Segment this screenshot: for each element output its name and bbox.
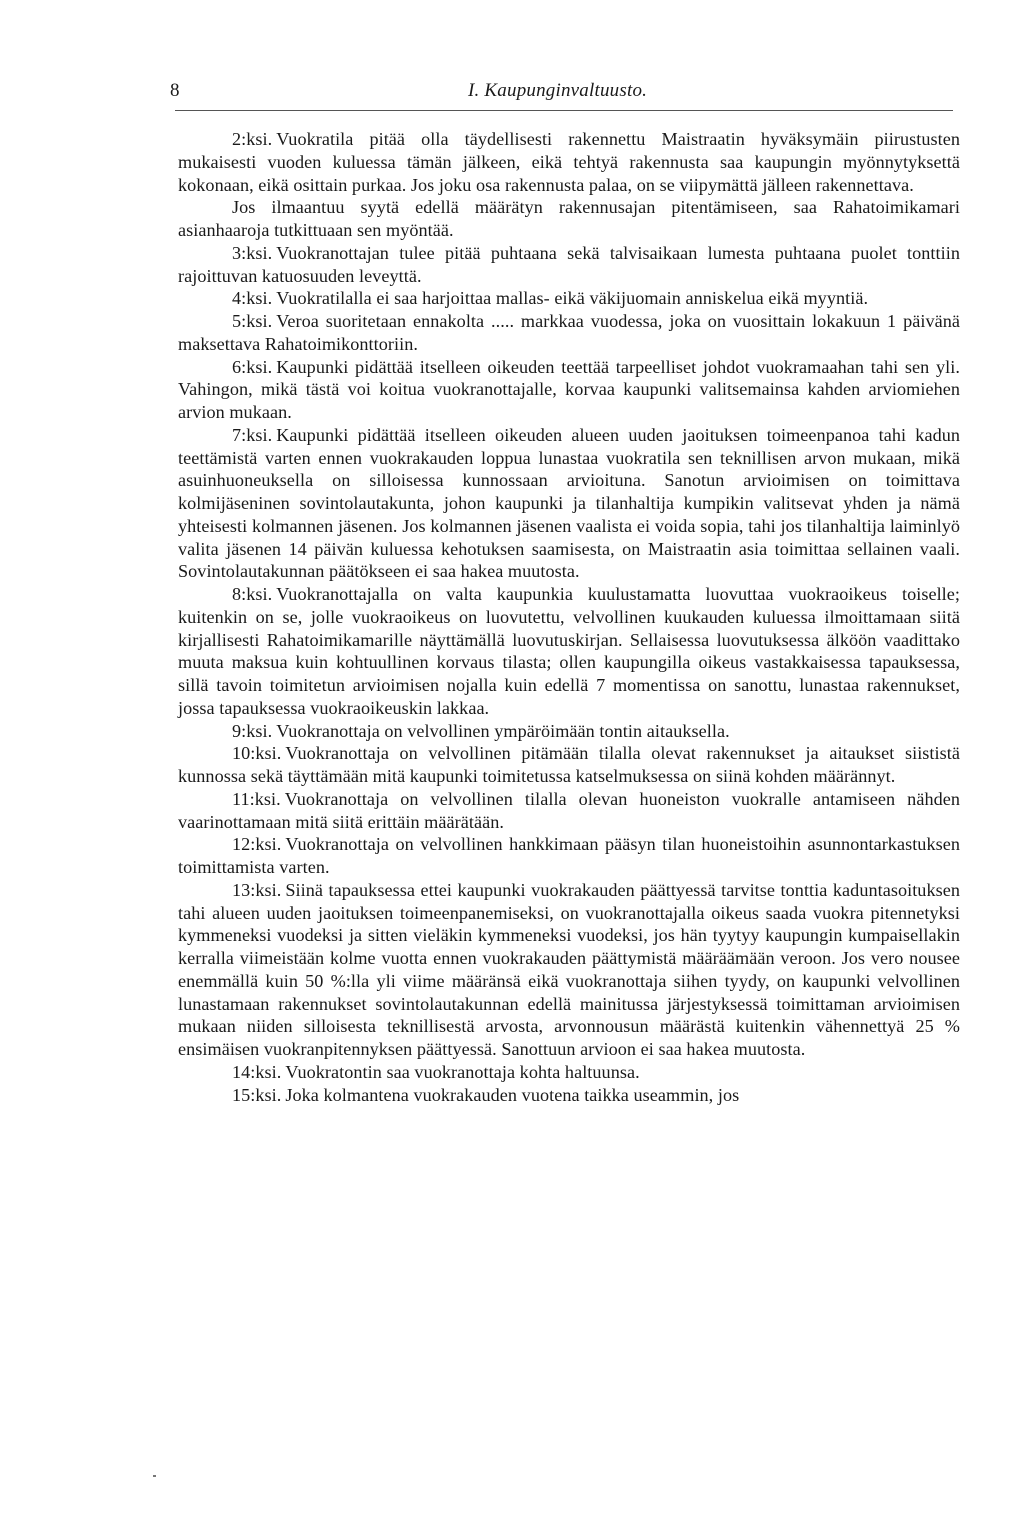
paragraph-5 (178, 310, 960, 356)
paragraph-4 (178, 287, 960, 310)
paragraph-text: Vuokranottaja on velvollinen pitämään tilalla olevat rakennukset ja aitaukset siististä kunnossa sekä täyttämään mitä kaupunki toimitetussa katselmuksessa on siinä kohden määrännyt. (178, 743, 960, 786)
header-divider (175, 110, 953, 111)
paragraph-text: Veroa suoritetaan ennakolta ..... markkaa vuodessa, joka on vuosittain lokakuun 1 päivänä maksettava Rahatoimikonttoriin. (178, 311, 960, 354)
section-label: 14:ksi. (232, 1061, 282, 1082)
section-label: 3:ksi. (232, 242, 273, 263)
section-label: 13:ksi. (232, 879, 282, 900)
paragraph-text: Vuokranottaja on velvollinen hankkimaan pääsyn tilan huoneistoihin asunnontarkastuksen toimittamista varten. (178, 834, 960, 877)
section-label: 2:ksi. (232, 129, 273, 149)
paragraph-2-continued (178, 196, 960, 242)
paragraph-text: Jos ilmaantuu syytä edellä määrätyn rakennusajan pitentämiseen, saa Rahatoimikamari asianhaaroja tutkittuaan sen myöntää. (178, 197, 960, 240)
section-label: 8:ksi. (232, 584, 273, 604)
paragraph-11 (178, 788, 960, 834)
page-header (170, 80, 955, 108)
paragraph-text: Vuokratilalla ei saa harjoittaa mallas- eikä väkijuomain anniskelua eikä myyntiä. (276, 288, 869, 309)
paragraph-14 (178, 1061, 960, 1084)
paragraph-13 (178, 879, 960, 1061)
paragraph-text: Vuokranottaja on velvollinen ympäröimään tontin aitauksella. (276, 720, 730, 741)
running-head: I. Kaupunginvaltuusto. (468, 80, 648, 101)
paragraph-8 (178, 583, 960, 720)
paragraph-text: Kaupunki pidättää itselleen oikeuden teettää tarpeelliset johdot vuokramaahan tahi sen yli. Vahingon, mikä tästä voi koitua vuokranottajalle, korvaa kaupunki valitsemainsa kahden arviomiehen arvion mukaan. (178, 356, 960, 422)
paragraph-text: Vuokranottaja on velvollinen tilalla olevan huoneiston vuokralle antamiseen nähden vaarinottamaan mitä siitä erittäin määrätään. (178, 788, 960, 832)
paragraph-text: Siinä tapauksessa ettei kaupunki vuokrakauden päättyessä tarvitse tonttia kaduntasoituksen tahi alueen uuden jaoituksen toimeenpanemiseksi, on vuokranottajalla oikeus saada vuokra pitennetyksi kymmeneksi vuodeksi ja sitten vieläkin kymmeneksi vuodeksi, jos hän tyytyy kaupungin kumpaisellakin kerralla viimeistään kolme vuotta ennen vuokrakauden päättymistä määräämään veroon. Jos vero nousee enemmällä kuin 50 %:lla yli viime määränsä eikä vuokranottaja siihen tyydy, on kaupunki velvollinen lunastamaan rakennukset sovintolautakunnan edellä mainitussa järjestyksessä toimittaman arvioimisen mukaan niiden silloisesta teknillisestä arvosta, arvonnousun määrästä kuitenkin vähennettyä 25 % ensimäisen vuokranpitennyksen päättyessä. Sanottuun arvioon ei saa hakea muutosta. (178, 879, 960, 1059)
section-label: 9:ksi. (232, 720, 273, 741)
section-label: 15:ksi. (232, 1084, 282, 1105)
section-label: 12:ksi. (232, 834, 282, 855)
section-label: 10:ksi. (232, 743, 282, 764)
paragraph-3 (178, 242, 960, 288)
paragraph-text: Joka kolmantena vuokrakauden vuotena taikka useammin, jos (285, 1084, 740, 1105)
paragraph-9 (178, 720, 960, 743)
section-label: 7:ksi. (232, 424, 273, 445)
paragraph-12 (178, 833, 960, 879)
section-label: 4:ksi. (232, 288, 273, 309)
paragraph-text: Vuokranottajalla on valta kaupunkia kuulustamatta luovuttaa vuokraoikeus toiselle; kuitenkin on se, jolle vuokraoikeus on luovutettu, velvollinen kuukauden kuluessa ilmoittamaan siitä kirjallisesti Rahatoimikamarille näyttämällä luovutuskirjan. Sellaisessa luovutuksessa älköön vaadittako muuta maksua kuin kohtuullinen korvaus tilasta; ollen kaupungilla oikeus vastakkaisessa tapauksessa, sillä tavoin toimitetun arvioimisen nojalla kuin edellä 7 momentissa on sanottu, lunastaa rakennukset, jossa tapauksessa vuokraoikeuskin lakkaa. (178, 584, 960, 718)
section-label: 6:ksi. (232, 356, 273, 377)
paragraph-10 (178, 742, 960, 788)
paragraph-6 (178, 356, 960, 424)
paragraph-2 (178, 128, 960, 196)
body-text (178, 128, 960, 1106)
paragraph-text: Vuokratontin saa vuokranottaja kohta haltuunsa. (285, 1061, 640, 1082)
paragraph-text: Kaupunki pidättää itselleen oikeuden alueen uuden jaoituksen toimeenpanoa tahi kadun teettämistä varten ennen vuokrakauden loppua lunastaa vuokratila sen teknillisen arvon mukaan, mikä asuinhuoneuksella on silloisessa kunnossaan arvioituna. Sanotun arvioimisen on toimittava kolmijäseninen sovintolautakunta, johon kaupunki ja tilanhaltija kumpikin valitsevat yhden ja nämä yhteisesti kolmannen jäsenen. Jos kolmannen jäsenen vaalista ei voida sopia, tahi jos tilanhaltija laiminlyö valita jäsenen 14 päivän kuluessa kehotuksen saamisesta, on Maistraatin asia toimittaa sellainen vaali. Sovintolautakunnan päätökseen ei saa hakea muutosta. (178, 424, 960, 582)
scan-speck (153, 1475, 156, 1477)
paragraph-7 (178, 424, 960, 583)
section-label: 5:ksi. (232, 311, 273, 331)
page-number: 8 (170, 80, 180, 101)
paragraph-text: Vuokranottajan tulee pitää puhtaana sekä talvisaikaan lumesta puhtaana puolet tonttiin rajoittuvan katuosuuden leveyttä. (178, 242, 960, 286)
paragraph-15 (178, 1084, 960, 1107)
section-label: 11:ksi. (232, 788, 281, 809)
paragraph-text: Vuokratila pitää olla täydellisesti rakennettu Maistraatin hyväksymäin piirustusten mukaisesti vuoden kuluessa tämän jälkeen, eikä tehtyä rakennusta saa kaupungin myönnytyksettä kokonaan, eikä osittain purkaa. Jos joku osa rakennusta palaa, on se viipymättä jälleen rakennettava. (178, 129, 960, 195)
